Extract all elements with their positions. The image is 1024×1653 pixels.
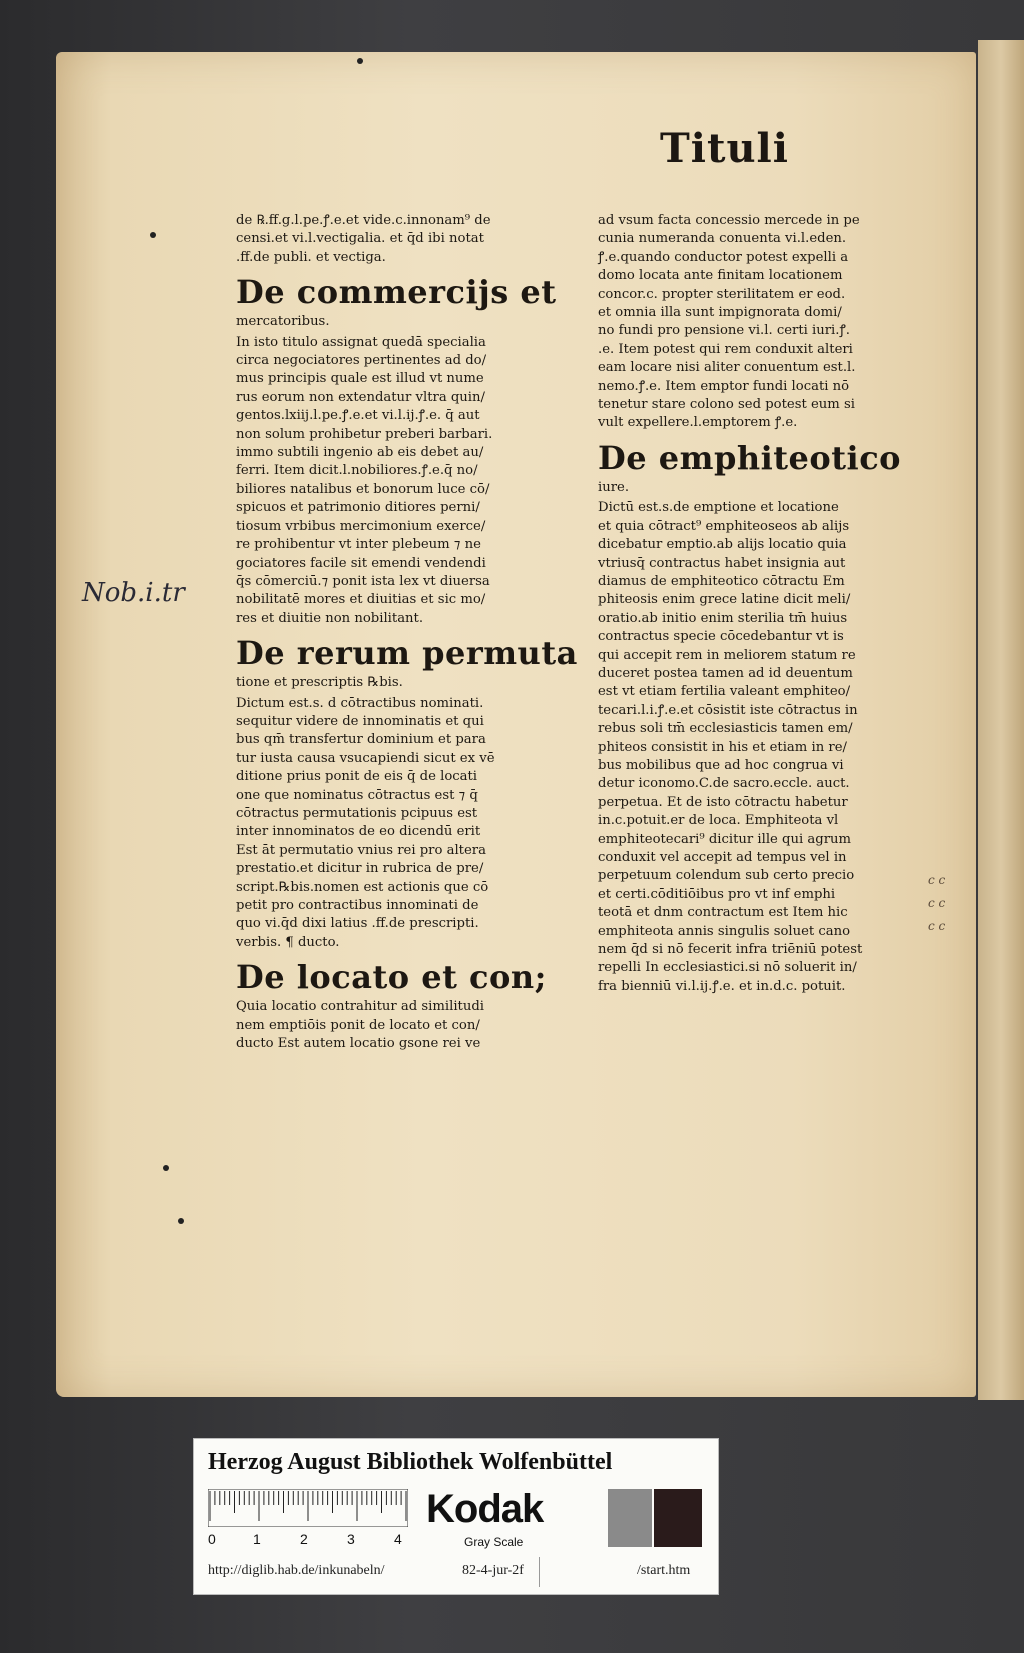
text-line: Est āt permutatio vnius rei pro altera	[236, 842, 486, 858]
text-line: ducto Est autem locatio gsone rei ve	[236, 1036, 481, 1052]
text-line: .ff.de publi. et vectiga.	[236, 249, 386, 265]
section-subheading: tione et prescriptis ℞bis.	[236, 675, 403, 691]
text-line: in.c.potuit.er de loca. Emphiteota vl	[598, 813, 839, 829]
text-line: cunia numeranda conuenta vi.l.eden.	[598, 231, 847, 247]
ink-dot	[357, 58, 363, 64]
text-line: ditione prius ponit de eis q̄ de locati	[236, 769, 478, 785]
ink-dot	[150, 232, 156, 238]
gray-scale-label: Gray Scale	[464, 1535, 524, 1549]
text-line: nem emptiōis ponit de locato et con/	[236, 1017, 480, 1033]
text-line: ferri. Item dicit.l.nobiliores.ꝭ.e.q̄ no/	[236, 463, 478, 479]
text-line: perpetua. Et de isto cōtractu habetur	[598, 794, 848, 810]
text-line: emphiteotecari⁹ dicitur ille qui agrum	[598, 831, 852, 847]
text-line: vtriusq̄ contractus habet insignia aut	[598, 555, 846, 571]
text-line: et omnia illa sunt impignorata domi/	[598, 305, 842, 321]
text-line: script.℞bis.nomen est actionis que cō	[236, 879, 489, 895]
text-line: non solum prohibetur preberi barbari.	[236, 426, 493, 442]
start-path: /start.htm	[637, 1563, 691, 1578]
section-heading-locatio: De locato et con;	[236, 958, 547, 997]
paragraph-locatio	[236, 998, 566, 1053]
text-line: diamus de emphiteotico cōtractu Em	[598, 573, 845, 589]
text-line: tur iusta causa vsucapiendi sicut ex vē	[236, 750, 495, 766]
text-line: qui accepit rem in meliorem statum re	[598, 647, 856, 663]
ink-dot	[178, 1218, 184, 1224]
text-line: one que nominatus cōtractus est ⁊ q̄	[236, 787, 478, 803]
text-line: cōtractus permutationis pcipuus est	[236, 805, 478, 821]
text-line: immo subtili ingenio ab eis debet au/	[236, 445, 484, 461]
text-line: verbis. ¶ ducto.	[236, 934, 340, 950]
paragraph-locatio-cont	[598, 212, 928, 433]
text-line: concor.c. propter sterilitatem er eod.	[598, 286, 846, 302]
text-line: In isto titulo assignat quedā specialia	[236, 334, 486, 350]
text-line: q̄s cōmerciū.⁊ ponit ista lex vt diuersa	[236, 573, 490, 589]
text-line: inter innominatos de eo dicendū erit	[236, 824, 481, 840]
scale-number: 3	[347, 1531, 355, 1547]
scale-number: 1	[253, 1531, 261, 1547]
text-line: biliores natalibus et bonorum luce cō/	[236, 481, 490, 497]
right-column	[598, 212, 928, 996]
text-line: spicuos et patrimonio ditiores perni/	[236, 500, 480, 516]
section-heading-commercium: De commercijs et	[236, 273, 557, 312]
section-subheading: iure.	[598, 479, 630, 495]
margin-annotation: Nob.i.tr	[82, 578, 185, 608]
section-heading-emphiteosis: De emphiteotico	[598, 438, 902, 477]
text-line: detur iconomo.C.de sacro.eccle. auct.	[598, 776, 850, 792]
ink-dot	[163, 1165, 169, 1171]
text-line: fra bienniū vi.l.ij.ꝭ.e. et in.d.c. potuit.	[598, 978, 846, 994]
text-line: nobilitatē mores et diuitias et sic mo/	[236, 592, 486, 608]
color-calibration-card	[193, 1438, 719, 1595]
section-subheading: mercatoribus.	[236, 314, 330, 330]
margin-mark: c c	[928, 896, 946, 910]
text-line: teotā et dnm contractum est Item hic	[598, 905, 848, 921]
text-line: gentos.lxiij.l.pe.ꝭ.e.et vi.l.ij.ꝭ.e. q̄ aut	[236, 408, 480, 424]
text-line: circa negociatores pertinentes ad do/	[236, 353, 487, 369]
text-line: rebus soli tm̄ ecclesiasticis tamen em/	[598, 721, 853, 737]
text-line: .e. Item potest qui rem conduxit alteri	[598, 341, 853, 357]
text-line: Quia locatio contrahitur ad similitudi	[236, 999, 485, 1015]
section-heading-permutatio: De rerum permuta	[236, 634, 578, 673]
text-line: res et diuitie non nobilitant.	[236, 610, 424, 626]
text-line: perpetuum colendum sub certo precio	[598, 868, 855, 884]
text-line: ad vsum facta concessio mercede in pe	[598, 213, 860, 228]
margin-mark: c c	[928, 873, 946, 887]
text-line: emphiteota annis singulis soluet cano	[598, 923, 851, 939]
text-line: no fundi pro pensione vi.l. certi iuri.ꝭ.	[598, 323, 850, 339]
text-line: conduxit vel accepit ad tempus vel in	[598, 850, 847, 865]
text-line: domo locata ante finitam locationem	[598, 268, 843, 284]
text-line: tiosum vrbibus mercimonium exerce/	[236, 518, 486, 534]
text-line: et quia cōtract⁹ emphiteoseos ab alijs	[598, 518, 850, 534]
ruler-scale	[208, 1489, 408, 1527]
text-line: vult expellere.l.emptorem ꝭ.e.	[598, 415, 798, 431]
text-line: quo vi.q̄d dixi latius .ff.de prescripti.	[236, 916, 479, 932]
text-line: bus mobilibus que ad hoc congrua vi	[598, 757, 844, 773]
text-line: et certi.cōditiōibus pro vt inf emphi	[598, 886, 836, 902]
text-line: nemo.ꝭ.e. Item emptor fundi locati nō	[598, 378, 850, 394]
margin-mark: c c	[928, 919, 946, 933]
text-line: dicebatur emptio.ab alijs locatio quia	[598, 537, 847, 553]
kodak-logo: Kodak	[426, 1487, 544, 1531]
text-line: Dictū est.s.de emptione et locatione	[598, 500, 839, 516]
text-line: contractus specie cōcedebantur vt is	[598, 629, 844, 645]
text-line: sequitur videre de innominatis et qui	[236, 713, 484, 729]
shelfmark: 82-4-jur-2f	[462, 1563, 524, 1578]
text-line: eam locare nisi aliter conuentum est.l.	[598, 360, 856, 376]
text-line: de ℞.ff.g.l.pe.ꝭ.e.et vide.c.innonam⁹ de	[236, 213, 491, 228]
scale-number: 2	[300, 1531, 308, 1547]
scale-number: 0	[208, 1531, 216, 1547]
running-head: Tituli	[660, 125, 789, 172]
text-line: rus eorum non extendatur vltra quin/	[236, 389, 485, 405]
text-line: repelli In ecclesiastici.si nō soluerit in/	[598, 960, 857, 976]
card-divider	[539, 1557, 540, 1587]
intro-lines	[236, 212, 566, 267]
paragraph-commercium	[236, 334, 566, 629]
text-line: tenetur stare colono sed potest eum si	[598, 397, 855, 413]
scale-number: 4	[394, 1531, 402, 1547]
left-column	[236, 212, 578, 1053]
text-line: gociatores facile sit emendi vendendi	[236, 555, 486, 571]
text-line: bus qm̄ transfertur dominium et para	[236, 732, 486, 748]
text-line: est vt etiam fertilia valeant emphiteo/	[598, 684, 851, 700]
paragraph-permutatio	[236, 695, 566, 953]
text-line: nem q̄d si nō fecerit infra triēniū potest	[598, 942, 863, 958]
text-line: tecari.l.i.ꝭ.e.et cōsistit iste cōtractus in	[598, 702, 858, 718]
dark-swatch	[654, 1489, 702, 1547]
library-name: Herzog August Bibliothek Wolfenbüttel	[208, 1449, 613, 1475]
library-url: http://diglib.hab.de/inkunabeln/	[208, 1563, 385, 1578]
text-line: censi.et vi.l.vectigalia. et q̄d ibi notat	[236, 231, 484, 247]
gray-swatch	[608, 1489, 652, 1547]
text-line: Dictum est.s. d cōtractibus nominati.	[236, 695, 484, 711]
text-line: re prohibentur vt inter plebeum ⁊ ne	[236, 537, 481, 553]
adjacent-page-edge	[978, 40, 1024, 1400]
text-line: ꝭ.e.quando conductor potest expelli a	[598, 249, 849, 265]
text-line: duceret postea tamen ad id deuentum	[598, 665, 853, 681]
text-line: prestatio.et dicitur in rubrica de pre/	[236, 861, 484, 877]
paragraph-emphiteosis	[598, 499, 928, 996]
text-line: oratio.ab initio enim sterilia tm̄ huius	[598, 610, 848, 626]
text-line: petit pro contractibus innominati de	[236, 898, 479, 913]
text-line: mus principis quale est illud vt nume	[236, 371, 484, 387]
text-line: phiteosis enim grece latine dicit meli/	[598, 592, 851, 608]
text-line: phiteos consistit in his et etiam in re/	[598, 739, 847, 755]
